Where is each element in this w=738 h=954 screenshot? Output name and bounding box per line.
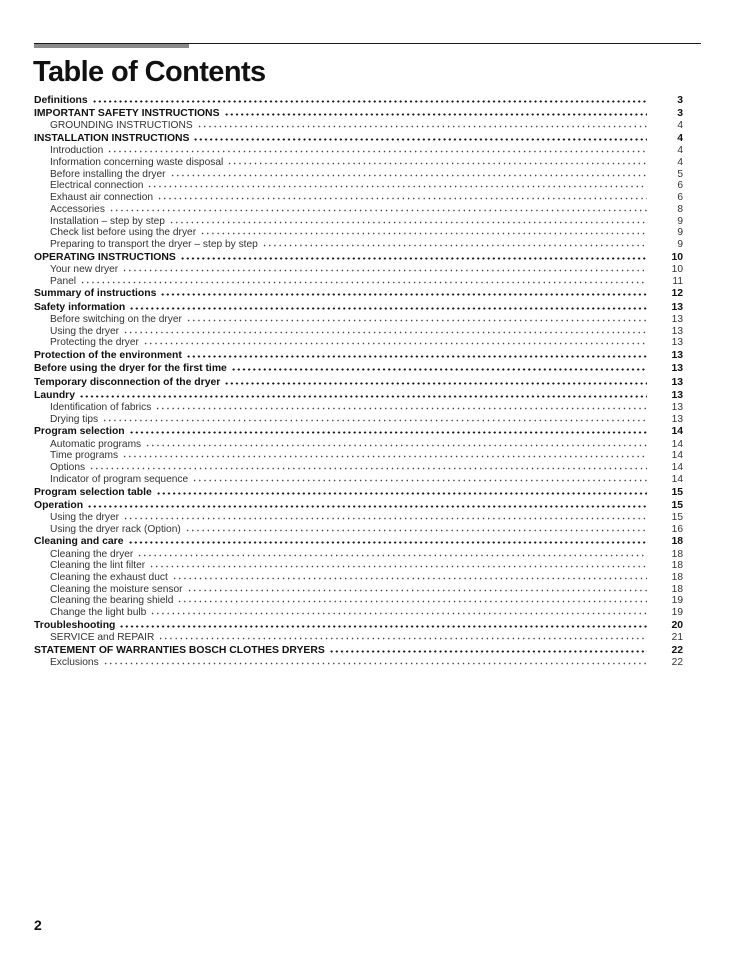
toc-subentry bbox=[34, 120, 683, 132]
toc-entry-label: Cleaning the exhaust duct bbox=[50, 571, 168, 583]
toc-entry-label: OPERATING INSTRUCTIONS bbox=[34, 251, 176, 263]
toc-entry-page: 14 bbox=[671, 473, 683, 485]
toc-entry-page: 13 bbox=[671, 337, 683, 349]
toc-entry bbox=[34, 363, 683, 375]
dot-leader bbox=[185, 529, 647, 532]
toc-entry-page: 15 bbox=[671, 511, 683, 523]
dot-leader bbox=[87, 505, 647, 508]
toc-subentry bbox=[34, 632, 683, 644]
toc-subentry bbox=[34, 657, 683, 669]
toc-entry-page: 11 bbox=[672, 275, 683, 287]
toc-entry-label: Your new dryer bbox=[50, 263, 119, 275]
toc-entry-page: 4 bbox=[677, 133, 683, 145]
dot-leader bbox=[192, 479, 647, 482]
toc-entry-page: 18 bbox=[671, 536, 683, 548]
toc-subentry bbox=[34, 145, 683, 157]
toc-subentry bbox=[34, 402, 683, 414]
dot-leader bbox=[123, 517, 647, 520]
dot-leader bbox=[129, 431, 647, 434]
toc-entry bbox=[34, 390, 683, 402]
toc-entry-label: Before using the dryer for the first time bbox=[34, 363, 227, 375]
toc-entry-page: 13 bbox=[671, 376, 683, 388]
toc-entry-label: SERVICE and REPAIR bbox=[50, 632, 155, 644]
toc-subentry bbox=[34, 607, 683, 619]
toc-entry-page: 10 bbox=[671, 263, 683, 275]
toc-entry bbox=[34, 426, 683, 438]
toc-entry-page: 18 bbox=[671, 571, 683, 583]
toc-entry-page: 6 bbox=[677, 180, 683, 192]
toc-entry-page: 9 bbox=[677, 227, 683, 239]
toc-entry-label: Information concerning waste disposal bbox=[50, 157, 224, 169]
toc-entry-label: Summary of instructions bbox=[34, 288, 157, 300]
toc-entry-page: 13 bbox=[671, 389, 683, 401]
toc-entry-label: Protection of the environment bbox=[34, 350, 182, 362]
toc-entry-label: Cleaning the lint filter bbox=[50, 560, 146, 572]
dot-leader bbox=[197, 125, 647, 128]
toc-entry-page: 18 bbox=[671, 583, 683, 595]
toc-entry-label: INSTALLATION INSTRUCTIONS bbox=[34, 133, 190, 145]
page-number: 2 bbox=[34, 917, 42, 933]
toc-entry-page: 13 bbox=[671, 350, 683, 362]
toc-entry-page: 10 bbox=[671, 251, 683, 263]
toc-entry bbox=[34, 377, 683, 389]
toc-subentry bbox=[34, 216, 683, 228]
toc-entry-label: Cleaning and care bbox=[34, 536, 124, 548]
toc-subentry bbox=[34, 524, 683, 536]
toc-entry bbox=[34, 252, 683, 264]
toc-entry-page: 13 bbox=[671, 313, 683, 325]
toc-entry bbox=[34, 487, 683, 499]
dot-leader bbox=[92, 100, 647, 103]
toc-entry-page: 15 bbox=[671, 499, 683, 511]
toc-entry-label: Before installing the dryer bbox=[50, 168, 166, 180]
toc-entry-page: 13 bbox=[671, 413, 683, 425]
dot-leader bbox=[329, 650, 647, 653]
dot-leader bbox=[224, 113, 648, 116]
dot-leader bbox=[143, 342, 647, 345]
toc-entry-label: Automatic programs bbox=[50, 438, 142, 450]
toc-entry-label: Options bbox=[50, 462, 86, 474]
dot-leader bbox=[119, 625, 647, 628]
toc-entry-page: 22 bbox=[671, 657, 683, 668]
toc-entry bbox=[34, 645, 683, 657]
toc-subentry bbox=[34, 439, 683, 451]
dot-leader bbox=[80, 281, 647, 284]
toc-entry bbox=[34, 133, 683, 145]
toc-entry-label: Indicator of program sequence bbox=[50, 473, 189, 485]
toc-entry-page: 20 bbox=[671, 619, 683, 631]
toc-subentry bbox=[34, 227, 683, 239]
toc-entry bbox=[34, 108, 683, 120]
toc-entry-label: Before switching on the dryer bbox=[50, 313, 182, 325]
toc-entry-page: 18 bbox=[671, 560, 683, 572]
toc-entry-page: 15 bbox=[671, 486, 683, 498]
toc-entry-page: 13 bbox=[671, 301, 683, 313]
toc-subentry bbox=[34, 239, 683, 251]
toc-entry-page: 4 bbox=[677, 145, 683, 157]
toc-entry-label: Electrical connection bbox=[50, 180, 144, 192]
dot-leader bbox=[129, 307, 647, 310]
toc-subentry bbox=[34, 326, 683, 338]
toc-subentry bbox=[34, 584, 683, 596]
toc-entry-page: 16 bbox=[671, 523, 683, 535]
toc-entry-page: 9 bbox=[677, 238, 683, 250]
toc-entry-label: Temporary disconnection of the dryer bbox=[34, 376, 221, 388]
toc-subentry bbox=[34, 157, 683, 169]
toc-entry-page: 13 bbox=[671, 401, 683, 413]
dot-leader bbox=[149, 565, 647, 568]
toc-entry-page: 14 bbox=[671, 438, 683, 450]
toc-entry-label: Protecting the dryer bbox=[50, 337, 139, 349]
dot-leader bbox=[102, 419, 647, 422]
toc-entry-label: Exclusions bbox=[50, 657, 99, 668]
dot-leader bbox=[224, 382, 647, 385]
toc-entry-label: Panel bbox=[50, 275, 77, 287]
toc-subentry bbox=[34, 572, 683, 584]
toc-entry-page: 4 bbox=[677, 157, 683, 169]
toc-entry-label: Program selection table bbox=[34, 486, 152, 498]
toc-subentry bbox=[34, 169, 683, 181]
toc-entry-page: 4 bbox=[677, 120, 683, 132]
toc-subentry bbox=[34, 595, 683, 607]
toc-entry-label: Introduction bbox=[50, 145, 104, 157]
toc-entry-label: Exhaust air connection bbox=[50, 192, 154, 204]
toc-entry-page: 3 bbox=[677, 95, 683, 106]
toc-entry-label: IMPORTANT SAFETY INSTRUCTIONS bbox=[34, 108, 220, 120]
dot-leader bbox=[231, 368, 647, 371]
toc-entry bbox=[34, 500, 683, 512]
dot-leader bbox=[157, 197, 647, 200]
toc-entry bbox=[34, 536, 683, 548]
dot-leader bbox=[122, 455, 647, 458]
toc-entry-page: 14 bbox=[671, 462, 683, 474]
dot-leader bbox=[160, 293, 647, 296]
toc-subentry bbox=[34, 192, 683, 204]
toc-entry-page: 8 bbox=[677, 203, 683, 215]
toc-entry-label: Preparing to transport the dryer – step by step bbox=[50, 238, 258, 250]
toc-entry-label: Using the dryer rack (Option) bbox=[50, 523, 181, 535]
toc-entry-page: 3 bbox=[677, 108, 683, 120]
dot-leader bbox=[262, 244, 647, 247]
toc-entry-page: 21 bbox=[671, 632, 683, 644]
toc-entry-label: Change the light bulb bbox=[50, 607, 147, 619]
dot-leader bbox=[193, 138, 647, 141]
toc-entry-label: STATEMENT OF WARRANTIES BOSCH CLOTHES DRYERS bbox=[34, 644, 325, 656]
dot-leader bbox=[200, 232, 647, 235]
toc-entry-label: Program selection bbox=[34, 426, 125, 438]
dot-leader bbox=[147, 185, 647, 188]
toc-subentry bbox=[34, 414, 683, 426]
toc-entry-label: Troubleshooting bbox=[34, 619, 116, 631]
toc-entry-label: Accessories bbox=[50, 203, 105, 215]
toc-entry-label: GROUNDING INSTRUCTIONS bbox=[50, 120, 193, 132]
toc-entry-page: 19 bbox=[671, 595, 683, 607]
toc-subentry bbox=[34, 560, 683, 572]
dot-leader bbox=[180, 257, 647, 260]
toc-entry-label: Laundry bbox=[34, 389, 75, 401]
toc-entry bbox=[34, 620, 683, 632]
table-of-contents bbox=[34, 95, 683, 669]
dot-leader bbox=[123, 331, 647, 334]
dot-leader bbox=[128, 541, 647, 544]
toc-entry bbox=[34, 302, 683, 314]
toc-entry-label: Safety information bbox=[34, 301, 126, 313]
dot-leader bbox=[122, 269, 647, 272]
toc-entry-page: 14 bbox=[671, 426, 683, 438]
header-accent-bar bbox=[34, 44, 189, 48]
toc-entry bbox=[34, 350, 683, 362]
dot-leader bbox=[170, 174, 647, 177]
toc-entry-label: Identification of fabrics bbox=[50, 401, 152, 413]
toc-entry-page: 18 bbox=[671, 548, 683, 560]
toc-entry-page: 5 bbox=[677, 168, 683, 180]
dot-leader bbox=[107, 150, 647, 153]
toc-subentry bbox=[34, 314, 683, 326]
toc-entry-page: 9 bbox=[677, 215, 683, 227]
toc-entry-label: Cleaning the bearing shield bbox=[50, 595, 174, 607]
toc-entry-page: 13 bbox=[671, 325, 683, 337]
toc-entry-page: 6 bbox=[677, 192, 683, 204]
toc-subentry bbox=[34, 180, 683, 192]
toc-entry-label: Definitions bbox=[34, 95, 88, 106]
dot-leader bbox=[79, 395, 647, 398]
dot-leader bbox=[150, 612, 647, 615]
dot-leader bbox=[156, 492, 647, 495]
toc-subentry bbox=[34, 512, 683, 524]
toc-entry-page: 22 bbox=[671, 644, 683, 656]
dot-leader bbox=[186, 355, 647, 358]
toc-entry-page: 19 bbox=[671, 607, 683, 619]
toc-entry-page: 13 bbox=[671, 363, 683, 375]
toc-subentry bbox=[34, 450, 683, 462]
toc-entry-label: Drying tips bbox=[50, 413, 99, 425]
toc-subentry bbox=[34, 276, 683, 288]
toc-entry-label: Using the dryer bbox=[50, 511, 120, 523]
toc-entry-label: Operation bbox=[34, 499, 84, 511]
dot-leader bbox=[103, 662, 647, 665]
toc-entry-label: Cleaning the moisture sensor bbox=[50, 583, 183, 595]
toc-subentry bbox=[34, 462, 683, 474]
toc-subentry bbox=[34, 549, 683, 561]
dot-leader bbox=[227, 162, 647, 165]
dot-leader bbox=[186, 319, 647, 322]
dot-leader bbox=[137, 554, 647, 557]
toc-entry-label: Using the dryer bbox=[50, 325, 120, 337]
toc-subentry bbox=[34, 204, 683, 216]
toc-entry bbox=[34, 95, 683, 107]
toc-entry-page: 12 bbox=[671, 288, 683, 300]
toc-entry bbox=[34, 288, 683, 300]
toc-subentry bbox=[34, 264, 683, 276]
dot-leader bbox=[172, 577, 647, 580]
toc-subentry bbox=[34, 474, 683, 486]
toc-entry-page: 14 bbox=[671, 450, 683, 462]
toc-entry-label: Time programs bbox=[50, 450, 119, 462]
dot-leader bbox=[89, 467, 647, 470]
toc-subentry bbox=[34, 337, 683, 349]
dot-leader bbox=[155, 407, 647, 410]
dot-leader bbox=[109, 209, 647, 212]
dot-leader bbox=[145, 444, 647, 447]
toc-entry-label: Check list before using the dryer bbox=[50, 227, 197, 239]
dot-leader bbox=[187, 589, 647, 592]
dot-leader bbox=[177, 600, 647, 603]
dot-leader bbox=[169, 221, 647, 224]
toc-entry-label: Installation – step by step bbox=[50, 215, 165, 227]
dot-leader bbox=[158, 637, 647, 640]
toc-entry-label: Cleaning the dryer bbox=[50, 548, 134, 560]
page-title: Table of Contents bbox=[33, 56, 266, 88]
